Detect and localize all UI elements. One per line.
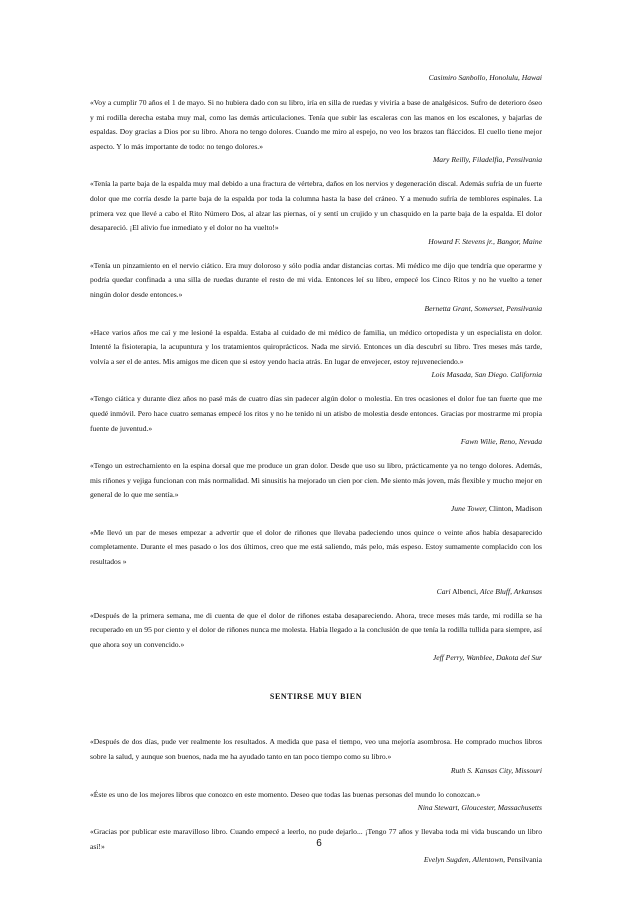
top-attribution: Casimiro Sanbollo, Honolulu, Hawai bbox=[428, 73, 542, 82]
testimonial-author: Ruth S. Kansas City, Missouri bbox=[450, 765, 542, 775]
section-heading: SENTIRSE MUY BIEN bbox=[269, 692, 363, 702]
testimonial-text: «Tengo un estrechamiento en la espina dorsal que me produce un gran dolor. Desde que uso su libro, prácticamente ya no tengo dolores. Además, mis riñones y vejiga funcionan con más normalidad. Mi sinusitis ha mejorado un cien por cien. Me siento más joven, más flexible y mucho mejor en general de lo que me sentía.» bbox=[90, 461, 542, 500]
testimonial bbox=[90, 259, 542, 314]
testimonial-author: Lois Masada, San Diego. California bbox=[431, 370, 542, 380]
testimonial bbox=[90, 177, 542, 246]
testimonial-author bbox=[90, 586, 542, 597]
testimonial-author: Howard F. Stevens jr., Bangor, Maine bbox=[428, 236, 542, 246]
testimonial bbox=[90, 326, 542, 381]
author-surname: Albenci, bbox=[450, 586, 480, 596]
testimonial bbox=[90, 459, 542, 514]
testimonial bbox=[90, 609, 542, 664]
author-place: Pensilvania bbox=[505, 855, 542, 865]
testimonial bbox=[90, 735, 542, 775]
testimonial bbox=[90, 96, 542, 165]
testimonial-text: «Tenía un pinzamiento en el nervio ciático. Era muy doloroso y sólo podía andar distancias cortas. Mi médico me dijo que tendría que operarme y podría quedar confinada a una silla de ruedas durante el resto de mi vida. Entonces leí su libro, empecé los Cinco Ritos y no he vuelto a tener ningún dolor desde entonces.» bbox=[90, 260, 542, 299]
testimonial-author: Jeff Perry, Wanblee, Dakota del Sur bbox=[432, 653, 542, 663]
testimonial bbox=[90, 392, 542, 447]
testimonial-text: «Gracias por publicar este maravilloso libro. Cuando empecé a leerlo, no pude dejarlo... ¡Tengo 77 años y llevaba toda mi vida buscando un libro así!» bbox=[90, 827, 542, 851]
testimonial-author: Mary Reilly, Filadelfia, Pensilvania bbox=[432, 155, 542, 165]
testimonial bbox=[90, 788, 542, 814]
testimonial-text: «Hace varios años me caí y me lesioné la espalda. Estaba al cuidado de mi médico de familia, un médico ortopedista y un especialista en dolor. Intenté la fisioterapia, la acupuntura y los tratamientos quiroprácticos. Nada me sirvió. Entonces un día descubrí su libro. Tres meses más tarde, volvía a ser el de antes. Mis amigos me dicen que si estoy yendo hacia atrás. En lugar de envejecer, estoy rejuveneciendo.» bbox=[90, 327, 542, 366]
testimonial-author: Fawn Wilie, Reno, Nevada bbox=[460, 437, 542, 447]
author-name: Evelyn Sugden, Allentown, bbox=[423, 855, 506, 865]
testimonial-text: «Tenía la parte baja de la espalda muy mal debido a una fractura de vértebra, daños en los nervios y degeneración discal. Además sufría de un fuerte dolor que me corría desde la parte baja de la espalda por toda la columna hasta la base del cráneo. Y a menudo sufría de temblores espinales. La primera vez que llevé a cabo el Rito Número Dos, al alzar las piernas, oí y sentí un crujido y un chasquido en la parte baja de la espalda. El dolor desapareció. ¡El alivio fue inmediato y el dolor no ha vuelto!» bbox=[90, 179, 542, 233]
author-place: Alce Bluff, Arkansas bbox=[479, 586, 542, 596]
testimonial-text: «Voy a cumplir 70 años el 1 de mayo. Si no hubiera dado con su libro, iría en silla de ruedas y viviría a base de analgésicos. Sufro de deterioro óseo y mi rodilla derecha estaba muy mal, como las demás articulaciones. Tenía que subir las escaleras con las manos en los escalones, y bajarlas de espaldas. Doy gracias a Dios por su libro. Ahora no tengo dolores. Cuando me miro al espejo, no veo los brazos tan fláccidos. El cuello tiene mejor aspecto. Y lo más importante de todo: no tengo dolores.» bbox=[90, 98, 542, 151]
page-content bbox=[90, 72, 542, 877]
testimonial-author: Bernetta Grant, Somerset, Pensilvania bbox=[424, 303, 542, 313]
testimonial-text: «Tengo ciática y durante diez años no pasé más de cuatro días sin padecer algún dolor o molestia. En tres ocasiones el dolor fue tan fuerte que me quedé inmóvil. Pero hace cuatro semanas empecé los ritos y no he tenido ni un atisbo de molestia desde entonces. Gracias por mostrarme mi propia fuente de juventud.» bbox=[90, 394, 542, 433]
testimonial-author bbox=[90, 503, 542, 514]
testimonial-text: «Éste es uno de los mejores libros que conozco en este momento. Deseo que todas las buenas personas del mundo lo conozcan.» bbox=[90, 789, 481, 799]
testimonial bbox=[90, 526, 542, 597]
testimonial-author bbox=[90, 854, 542, 865]
testimonial-text: «Después de la primera semana, me di cuenta de que el dolor de riñones estaba desapareciendo. Ahora, trece meses más tarde, mi rodilla se ha recuperado en un 95 por ciento y el dolor de riñones nunca me molesta. Había llegado a la conclusión de que tenía la rodilla tullida para siempre, así que ahora soy un convencido.» bbox=[90, 610, 542, 649]
testimonial-author: Nina Stewart, Gloucester, Massachusetts bbox=[417, 803, 542, 813]
author-place: Clinton, Madison bbox=[486, 503, 542, 513]
author-name: Cari bbox=[436, 586, 451, 596]
testimonial-text: «Después de dos días, pude ver realmente los resultados. A medida que pasa el tiempo, veo una mejoría asombrosa. He comprado muchos libros sobre la salud, y aunque son buenos, nada me ha ayudado tanto en tan poco tiempo como su libro.» bbox=[90, 737, 542, 762]
page-number: 6 bbox=[316, 838, 322, 849]
testimonial-text: «Me llevó un par de meses empezar a advertir que el dolor de riñones que llevaba padeciendo unos quince o veinte años había desaparecido completamente. Durante el mes pasado o los dos últimos, creo que me está saliendo, más pelo, más espeso. Estoy sumamente complacido con los resultados » bbox=[90, 527, 542, 567]
author-name: June Tower, bbox=[450, 503, 487, 513]
